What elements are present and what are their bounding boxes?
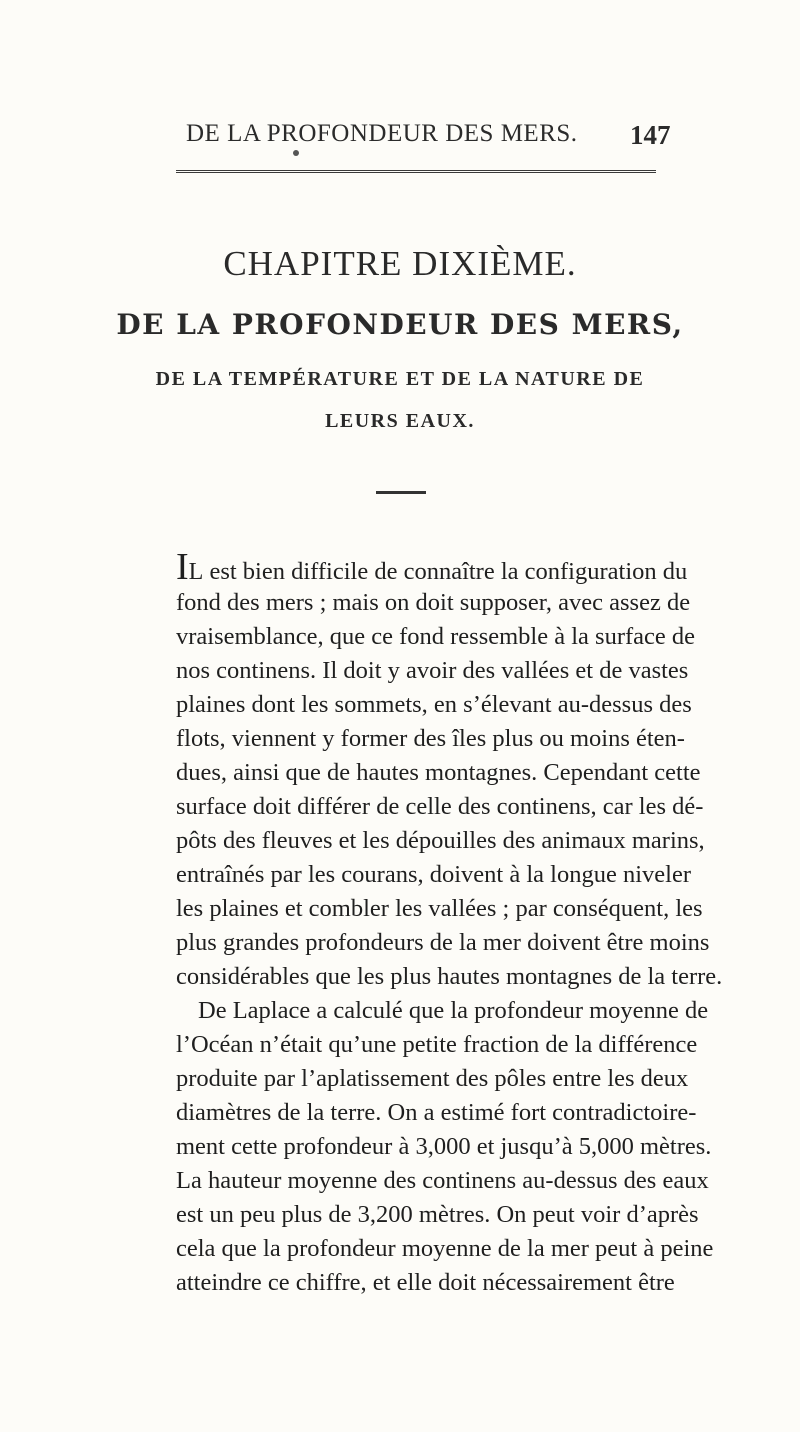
- section-divider: [376, 491, 426, 494]
- body-line-6: flots, viennent y former des îles plus ou moins éten-: [176, 725, 685, 752]
- body-line-7: dues, ainsi que de hautes montagnes. Cependant cette: [176, 759, 701, 786]
- chapter-subtitle-main: DE LA PROFONDEUR DES MERS,: [116, 308, 684, 341]
- body-line-13: considérables que les plus hautes montagnes de la terre.: [176, 963, 723, 990]
- ornament-dot: [293, 150, 299, 156]
- body-line-19: La hauteur moyenne des continens au-dessus des eaux: [176, 1167, 709, 1194]
- body-line-5: plaines dont les sommets, en s’élevant au-dessus des: [176, 691, 692, 718]
- body-line-11: les plaines et combler les vallées ; par conséquent, les: [176, 895, 703, 922]
- chapter-title: CHAPITRE DIXIÈME.: [223, 244, 577, 283]
- initial-rest: L: [188, 559, 204, 585]
- body-line-2: fond des mers ; mais on doit supposer, avec assez de: [176, 589, 691, 616]
- body-line-1: [176, 546, 688, 589]
- chapter-subtitle-line-2: DE LA TEMPÉRATURE ET DE LA NATURE DE: [155, 368, 645, 390]
- running-title: DE LA PROFONDEUR DES MERS.: [186, 120, 578, 147]
- body-line-12: plus grandes profondeurs de la mer doivent être moins: [176, 929, 710, 956]
- body-line-21: cela que la profondeur moyenne de la mer peut à peine: [176, 1235, 714, 1262]
- body-line-14: De Laplace a calculé que la profondeur moyenne de: [198, 997, 709, 1024]
- body-line-17: diamètres de la terre. On a estimé fort contradictoire-: [176, 1099, 697, 1126]
- running-head: [0, 112, 800, 152]
- body-line-15: l’Océan n’était qu’une petite fraction de la différence: [176, 1031, 698, 1058]
- body-line-3: vraisemblance, que ce fond ressemble à la surface de: [176, 623, 696, 650]
- body-line-9: pôts des fleuves et les dépouilles des animaux marins,: [176, 827, 705, 854]
- chapter-subtitle-line-3: LEURS EAUX.: [325, 410, 475, 432]
- drop-initial: I: [176, 546, 189, 588]
- header-rule: [176, 170, 656, 173]
- body-line-22: atteindre ce chiffre, et elle doit nécessairement être: [176, 1269, 675, 1296]
- body-line-4: nos continens. Il doit y avoir des vallées et de vastes: [176, 657, 689, 684]
- body-line-text: est bien difficile de connaître la configuration du: [203, 558, 688, 585]
- body-line-8: surface doit différer de celle des continens, car les dé-: [176, 793, 704, 820]
- page-number: 147: [630, 120, 671, 150]
- body-line-16: produite par l’aplatissement des pôles entre les deux: [176, 1065, 689, 1092]
- body-line-20: est un peu plus de 3,200 mètres. On peut voir d’après: [176, 1201, 699, 1228]
- body-line-18: ment cette profondeur à 3,000 et jusqu’à 5,000 mètres.: [176, 1133, 712, 1160]
- body-line-10: entraînés par les courans, doivent à la longue niveler: [176, 861, 691, 888]
